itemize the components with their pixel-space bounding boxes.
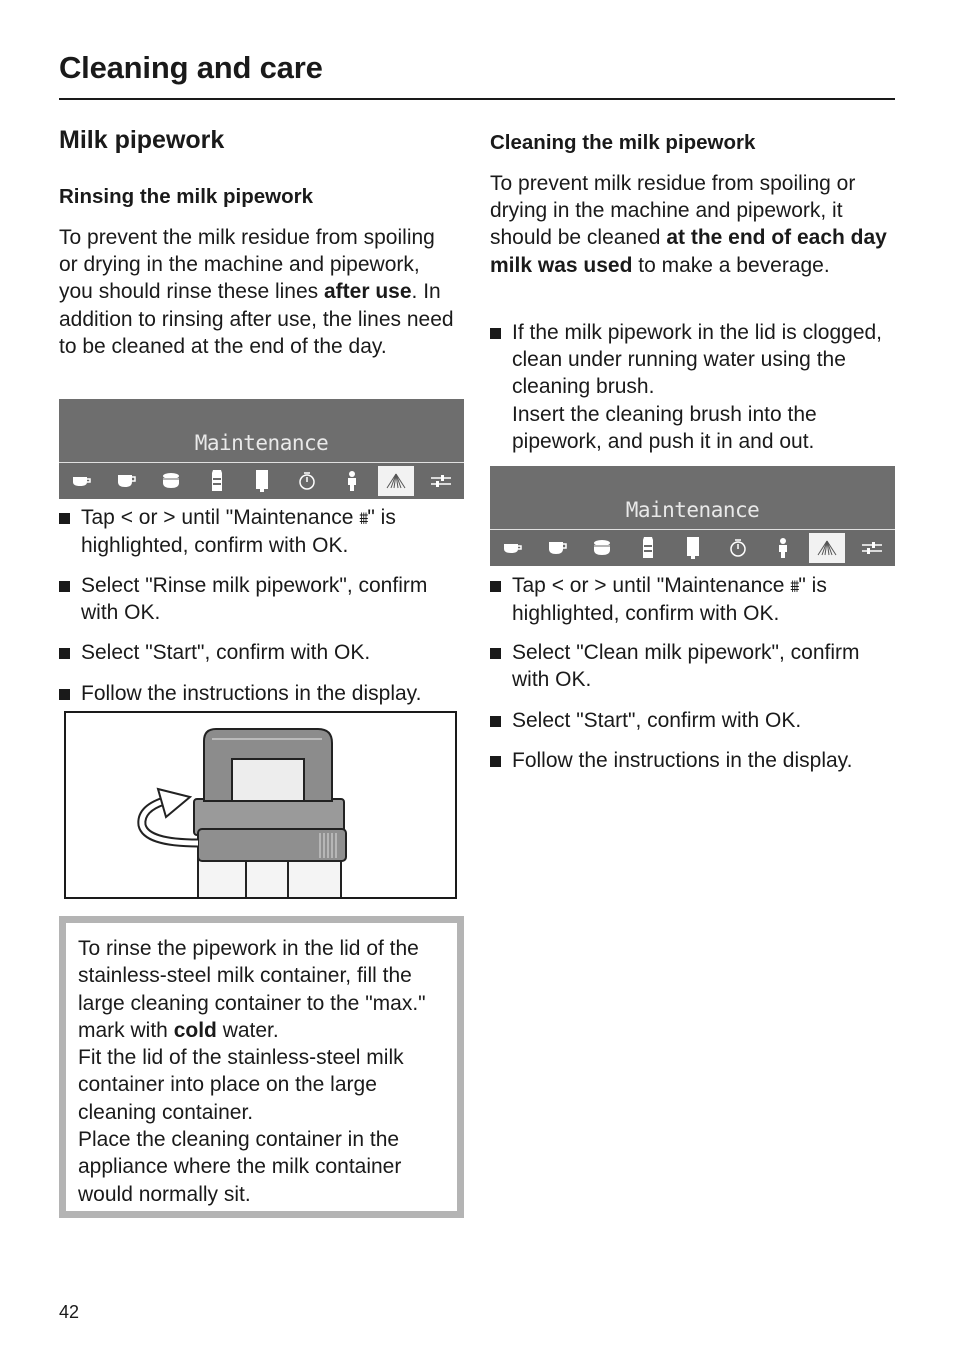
user-icon [329,463,374,499]
rinse-step-2: Select "Rinse milk pipework", confirm with OK. [59,572,459,626]
bullet-marker [490,716,501,727]
note-text: To rinse the pipework in the lid of the stainless-steel milk container, fill the large cleaning container to the "max." mark with cold water. Fit the lid of the stainless-steel milk container into place on the large cleaning container. Place the cleaning container in the appliance where the milk container would normally sit. [78,937,426,1206]
bullet-marker [490,581,501,592]
note-box [59,916,464,1218]
bullet-marker [490,756,501,767]
rinse-heading: Rinsing the milk pipework [59,185,314,208]
clean-step-4: Follow the instructions in the display. [490,747,900,774]
title-divider [59,98,895,100]
display-title: Maintenance [625,498,760,522]
settings-icon [418,463,463,499]
maintenance-icon: ⩩ [359,509,368,528]
page-title: Cleaning and care [59,50,323,85]
page-number: 42 [59,1302,80,1322]
milk-container-lid-illustration [64,711,457,899]
maintenance-icon: ⩩ [790,577,799,596]
clean-step-1: Tap < or > until "Maintenance ⩩" is highlighted, confirm with OK. [490,572,890,627]
hot-water-icon [670,530,715,566]
timer-icon [715,530,760,566]
milk-icon [194,463,239,499]
section-title: Milk pipework [59,126,225,154]
cappuccino-icon [149,463,194,499]
bullet-marker [490,648,501,659]
milk-icon [625,530,670,566]
rinse-step-4: Follow the instructions in the display. [59,680,469,707]
clean-intro: To prevent milk residue from spoiling or drying in the machine and pipework, it should be cleaned at the end of each day milk was used to make a beverage. [490,172,887,277]
rinse-step-3: Select "Start", confirm with OK. [59,639,459,666]
clean-heading: Cleaning the milk pipework [490,131,756,154]
espresso-icon [59,463,104,499]
settings-icon [849,530,894,566]
user-icon [760,530,805,566]
maintenance-icon [378,466,414,496]
rinse-step-1: Tap < or > until "Maintenance ⩩" is highlighted, confirm with OK. [59,504,459,559]
display-panel [490,466,895,566]
display-icon-bar [490,529,895,566]
bullet-marker [59,689,70,700]
bullet-marker [59,581,70,592]
clean-step-3: Select "Start", confirm with OK. [490,707,890,734]
cappuccino-icon [580,530,625,566]
bullet-marker [490,328,501,339]
bullet-marker [59,648,70,659]
clean-step-2: Select "Clean milk pipework", confirm with OK. [490,639,890,693]
timer-icon [284,463,329,499]
rinse-intro: To prevent the milk residue from spoiling or drying in the machine and pipework, you should rinse these lines after use. In addition to rinsing after use, the lines need to be cleaned at the end of the day. [59,226,454,358]
display-panel [59,399,464,499]
brush-step: If the milk pipework in the lid is clogged, clean under running water using the cleaning brush. Insert the cleaning brush into the pipework, and push it in and out. [490,319,895,455]
hot-water-icon [239,463,284,499]
coffee-icon [104,463,149,499]
display-title: Maintenance [194,431,329,455]
bullet-marker [59,513,70,524]
coffee-icon [535,530,580,566]
espresso-icon [490,530,535,566]
maintenance-icon [809,533,845,563]
display-icon-bar [59,462,464,499]
